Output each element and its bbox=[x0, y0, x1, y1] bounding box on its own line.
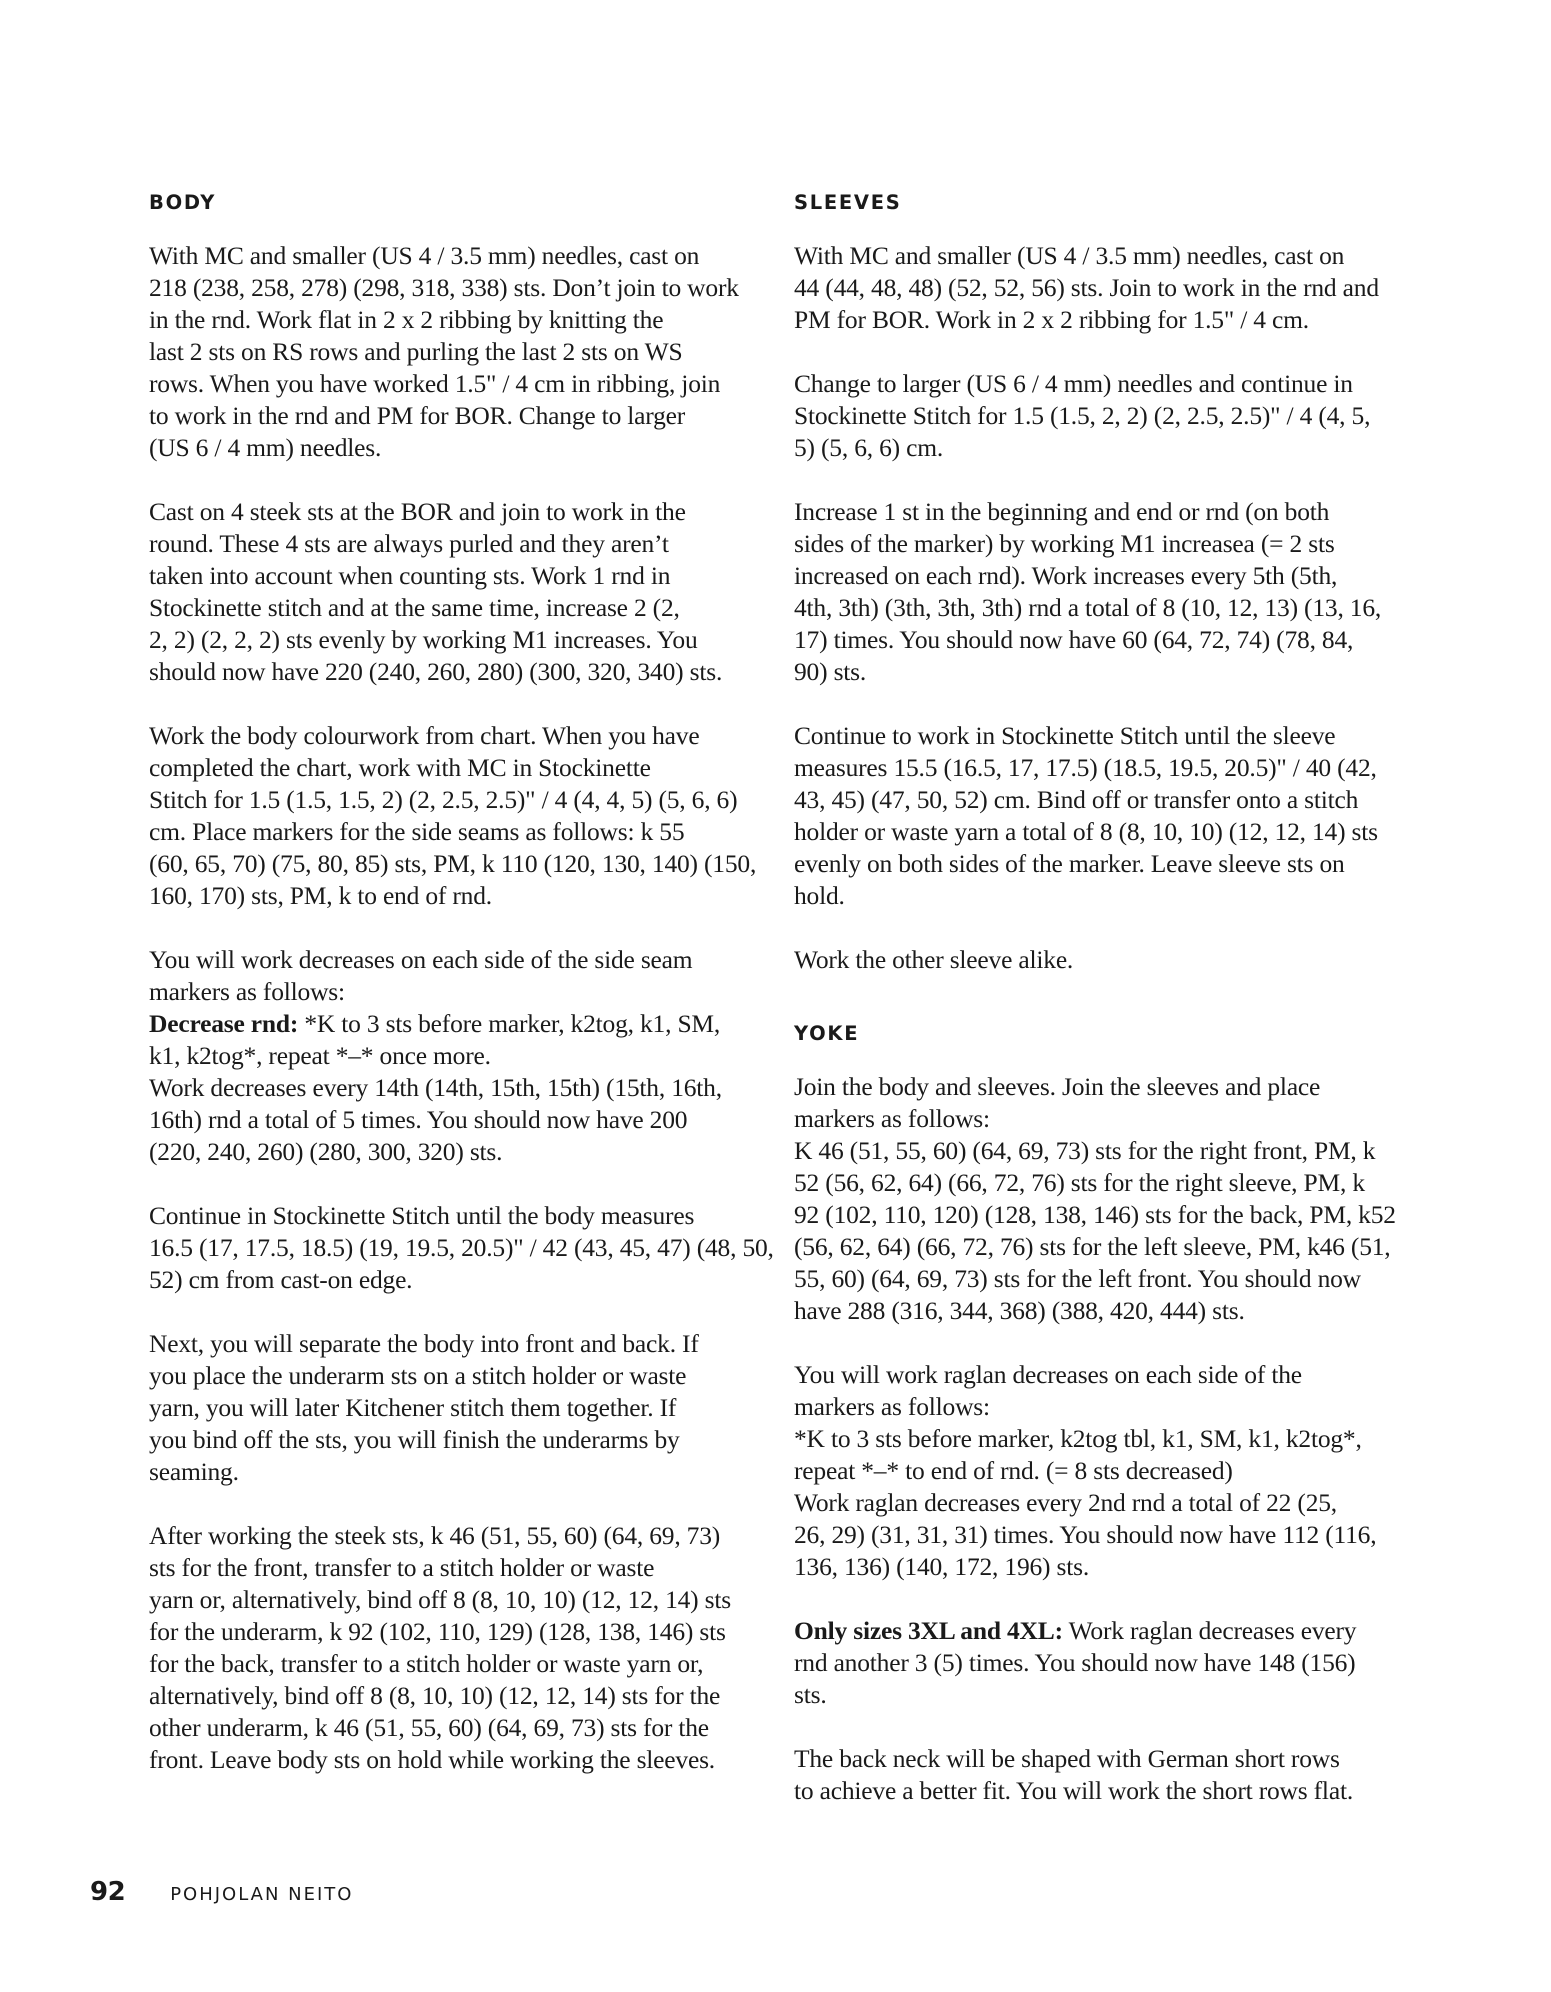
text-line: last 2 sts on RS rows and purling the last 2 sts on WS bbox=[149, 337, 683, 366]
text-line: Continue in Stockinette Stitch until the body measures bbox=[149, 1201, 695, 1230]
text-line: sts. bbox=[794, 1680, 827, 1709]
text-line: 44 (44, 48, 48) (52, 52, 56) sts. Join to work in the rnd and bbox=[794, 273, 1379, 302]
text-line: sts for the front, transfer to a stitch holder or waste bbox=[149, 1553, 655, 1582]
text-line: 52 (56, 62, 64) (66, 72, 76) sts for the right sleeve, PM, k bbox=[794, 1168, 1365, 1197]
sleeves-paragraph-3 bbox=[794, 496, 1386, 688]
text-line: completed the chart, work with MC in Stockinette bbox=[149, 753, 651, 782]
text-line: 2, 2) (2, 2, 2) sts evenly by working M1 increases. You bbox=[149, 625, 698, 654]
text-line: 136, 136) (140, 172, 196) sts. bbox=[794, 1552, 1090, 1581]
text-line: Cast on 4 steek sts at the BOR and join to work in the bbox=[149, 497, 686, 526]
sizes-note-label: Only sizes 3XL and 4XL: bbox=[794, 1616, 1063, 1645]
text-line: Next, you will separate the body into front and back. If bbox=[149, 1329, 699, 1358]
text-line: (220, 240, 260) (280, 300, 320) sts. bbox=[149, 1137, 503, 1166]
text-line: Work the body colourwork from chart. When you have bbox=[149, 721, 700, 750]
text-line: 218 (238, 258, 278) (298, 318, 338) sts. Don’t join to work bbox=[149, 273, 739, 302]
text-line: The back neck will be shaped with German short rows bbox=[794, 1744, 1340, 1773]
text-line: Continue to work in Stockinette Stitch until the sleeve bbox=[794, 721, 1336, 750]
text-line: *K to 3 sts before marker, k2tog tbl, k1, SM, k1, k2tog*, bbox=[794, 1424, 1362, 1453]
decrease-rnd-text: *K to 3 sts before marker, k2tog, k1, SM, bbox=[298, 1009, 721, 1038]
text-line: 52) cm from cast-on edge. bbox=[149, 1265, 413, 1294]
section-heading-body: BODY bbox=[149, 191, 217, 214]
text-line: K 46 (51, 55, 60) (64, 69, 73) sts for the right front, PM, k bbox=[794, 1136, 1376, 1165]
text-line: 17) times. You should now have 60 (64, 72, 74) (78, 84, bbox=[794, 625, 1354, 654]
text-line: (60, 65, 70) (75, 80, 85) sts, PM, k 110 (120, 130, 140) (150, bbox=[149, 849, 757, 878]
text-line: Work decreases every 14th (14th, 15th, 15th) (15th, 16th, bbox=[149, 1073, 722, 1102]
text-line: taken into account when counting sts. Work 1 rnd in bbox=[149, 561, 671, 590]
yoke-paragraph-3 bbox=[794, 1615, 1386, 1711]
text-line: Increase 1 st in the beginning and end or rnd (on both bbox=[794, 497, 1330, 526]
sleeves-paragraph-5 bbox=[794, 944, 1386, 976]
right-column bbox=[794, 187, 1396, 1807]
text-line: yarn or, alternatively, bind off 8 (8, 10, 10) (12, 12, 14) sts bbox=[149, 1585, 731, 1614]
text-line: 4th, 3th) (3th, 3th, 3th) rnd a total of 8 (10, 12, 13) (13, 16, bbox=[794, 593, 1382, 622]
text-line: 16.5 (17, 17.5, 18.5) (19, 19.5, 20.5)" / 42 (43, 45, 47) (48, 50, bbox=[149, 1233, 774, 1262]
text-line: markers as follows: bbox=[149, 977, 345, 1006]
text-line: round. These 4 sts are always purled and they aren’t bbox=[149, 529, 669, 558]
text-line: 55, 60) (64, 69, 73) sts for the left front. You should now bbox=[794, 1264, 1361, 1293]
text-line: You will work decreases on each side of the side seam bbox=[149, 945, 693, 974]
body-paragraph-1 bbox=[149, 240, 741, 464]
text-line: for the underarm, k 92 (102, 110, 129) (128, 138, 146) sts bbox=[149, 1617, 726, 1646]
section-heading-sleeves: SLEEVES bbox=[794, 191, 902, 214]
text-line: rnd another 3 (5) times. You should now have 148 (156) bbox=[794, 1648, 1356, 1677]
book-title: POHJOLAN NEITO bbox=[170, 1884, 354, 1905]
text-line: to achieve a better fit. You will work the short rows flat. bbox=[794, 1776, 1353, 1805]
left-column bbox=[149, 187, 774, 1776]
text-line: 90) sts. bbox=[794, 657, 867, 686]
text-line: 26, 29) (31, 31, 31) times. You should now have 112 (116, bbox=[794, 1520, 1377, 1549]
text-line: 92 (102, 110, 120) (128, 138, 146) sts for the back, PM, k52 bbox=[794, 1200, 1396, 1229]
sizes-note-text: Work raglan decreases every bbox=[1062, 1616, 1357, 1645]
page-number: 92 bbox=[90, 1877, 126, 1907]
text-line: measures 15.5 (16.5, 17, 17.5) (18.5, 19.5, 20.5)" / 40 (42, bbox=[794, 753, 1377, 782]
text-line: You will work raglan decreases on each side of the bbox=[794, 1360, 1302, 1389]
text-line: Work the other sleeve alike. bbox=[794, 945, 1074, 974]
text-line: With MC and smaller (US 4 / 3.5 mm) needles, cast on bbox=[794, 241, 1345, 270]
text-line: 43, 45) (47, 50, 52) cm. Bind off or transfer onto a stitch bbox=[794, 785, 1359, 814]
text-line: seaming. bbox=[149, 1457, 239, 1486]
yoke-paragraph-2 bbox=[794, 1359, 1386, 1583]
text-line: in the rnd. Work flat in 2 x 2 ribbing by knitting the bbox=[149, 305, 664, 334]
text-line: markers as follows: bbox=[794, 1104, 990, 1133]
body-paragraph-7 bbox=[149, 1520, 741, 1776]
text-line: hold. bbox=[794, 881, 845, 910]
yoke-paragraph-4 bbox=[794, 1743, 1386, 1807]
text-line: (US 6 / 4 mm) needles. bbox=[149, 433, 382, 462]
yoke-paragraph-1 bbox=[794, 1071, 1396, 1327]
text-line: Join the body and sleeves. Join the sleeves and place bbox=[794, 1072, 1321, 1101]
body-paragraph-5 bbox=[149, 1200, 774, 1296]
text-line: evenly on both sides of the marker. Leave sleeve sts on bbox=[794, 849, 1345, 878]
text-line: After working the steek sts, k 46 (51, 55, 60) (64, 69, 73) bbox=[149, 1521, 721, 1550]
sleeves-paragraph-4 bbox=[794, 720, 1386, 912]
decrease-rnd-line bbox=[149, 1008, 741, 1040]
text-line: PM for BOR. Work in 2 x 2 ribbing for 1.5" / 4 cm. bbox=[794, 305, 1309, 334]
body-paragraph-4 bbox=[149, 944, 741, 1168]
text-line: other underarm, k 46 (51, 55, 60) (64, 69, 73) sts for the bbox=[149, 1713, 709, 1742]
text-line: holder or waste yarn a total of 8 (8, 10, 10) (12, 12, 14) sts bbox=[794, 817, 1378, 846]
text-line: 160, 170) sts, PM, k to end of rnd. bbox=[149, 881, 492, 910]
text-line: alternatively, bind off 8 (8, 10, 10) (12, 12, 14) sts for the bbox=[149, 1681, 721, 1710]
text-line: you bind off the sts, you will finish the underarms by bbox=[149, 1425, 680, 1454]
text-line: sides of the marker) by working M1 increasea (= 2 sts bbox=[794, 529, 1335, 558]
sizes-note-line bbox=[794, 1615, 1386, 1647]
text-line: front. Leave body sts on hold while working the sleeves. bbox=[149, 1745, 715, 1774]
text-line: 16th) rnd a total of 5 times. You should now have 200 bbox=[149, 1105, 688, 1134]
body-paragraph-6 bbox=[149, 1328, 741, 1488]
text-line: repeat *–* to end of rnd. (= 8 sts decreased) bbox=[794, 1456, 1233, 1485]
sleeves-paragraph-1 bbox=[794, 240, 1386, 336]
text-line: (56, 62, 64) (66, 72, 76) sts for the left sleeve, PM, k46 (51, bbox=[794, 1232, 1391, 1261]
text-line: Stockinette stitch and at the same time, increase 2 (2, bbox=[149, 593, 680, 622]
body-paragraph-2 bbox=[149, 496, 741, 688]
text-line: you place the underarm sts on a stitch holder or waste bbox=[149, 1361, 687, 1390]
text-line: increased on each rnd). Work increases every 5th (5th, bbox=[794, 561, 1338, 590]
text-line: have 288 (316, 344, 368) (388, 420, 444) sts. bbox=[794, 1296, 1245, 1325]
text-line: for the back, transfer to a stitch holder or waste yarn or, bbox=[149, 1649, 704, 1678]
text-line: Work raglan decreases every 2nd rnd a total of 22 (25, bbox=[794, 1488, 1337, 1517]
text-line: rows. When you have worked 1.5" / 4 cm in ribbing, join bbox=[149, 369, 721, 398]
page-footer bbox=[90, 1877, 353, 1907]
text-line: With MC and smaller (US 4 / 3.5 mm) needles, cast on bbox=[149, 241, 700, 270]
text-line: k1, k2tog*, repeat *–* once more. bbox=[149, 1041, 491, 1070]
text-line: to work in the rnd and PM for BOR. Change to larger bbox=[149, 401, 686, 430]
text-line: 5) (5, 6, 6) cm. bbox=[794, 433, 944, 462]
text-line: Stockinette Stitch for 1.5 (1.5, 2, 2) (2, 2.5, 2.5)" / 4 (4, 5, bbox=[794, 401, 1371, 430]
section-heading-yoke: YOKE bbox=[794, 1022, 860, 1045]
text-line: Stitch for 1.5 (1.5, 1.5, 2) (2, 2.5, 2.5)" / 4 (4, 4, 5) (5, 6, 6) bbox=[149, 785, 738, 814]
text-line: yarn, you will later Kitchener stitch them together. If bbox=[149, 1393, 677, 1422]
sleeves-paragraph-2 bbox=[794, 368, 1386, 464]
text-line: cm. Place markers for the side seams as follows: k 55 bbox=[149, 817, 685, 846]
body-paragraph-3 bbox=[149, 720, 757, 912]
decrease-rnd-label: Decrease rnd: bbox=[149, 1009, 299, 1038]
text-line: Change to larger (US 6 / 4 mm) needles and continue in bbox=[794, 369, 1353, 398]
text-line: should now have 220 (240, 260, 280) (300, 320, 340) sts. bbox=[149, 657, 723, 686]
text-line: markers as follows: bbox=[794, 1392, 990, 1421]
